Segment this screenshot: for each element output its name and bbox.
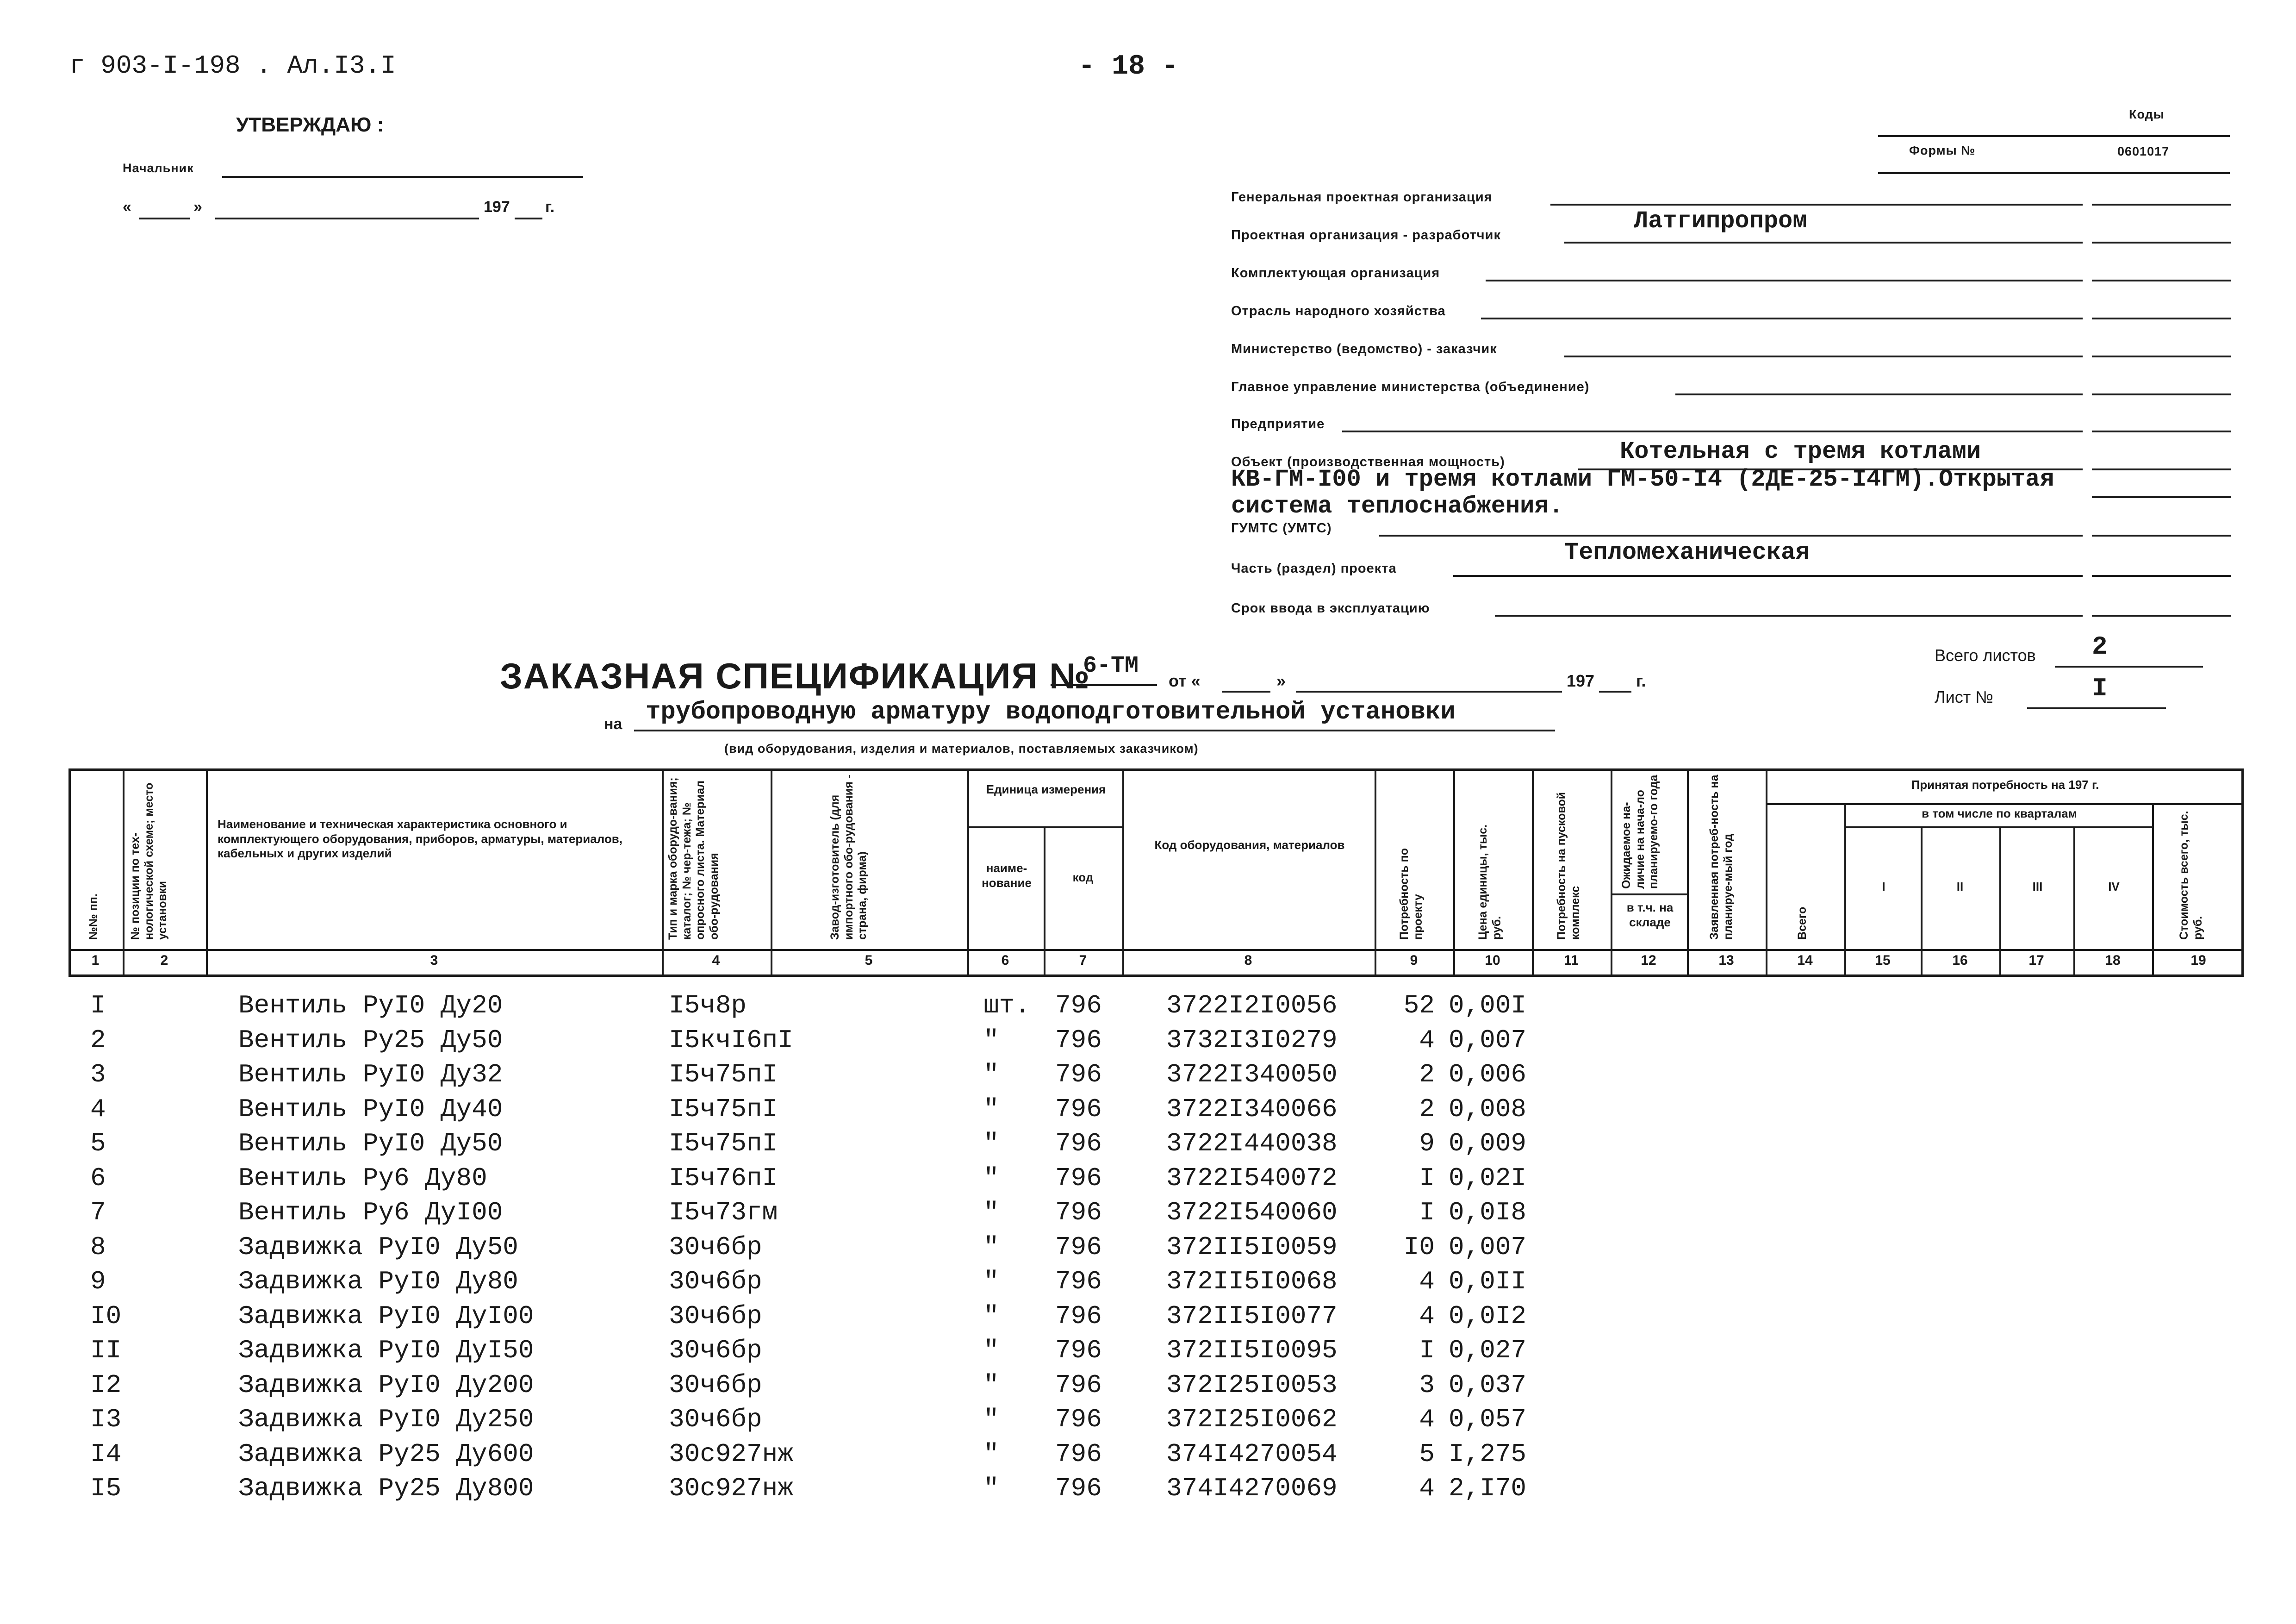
row-unit-code: 796 xyxy=(1055,991,1102,1020)
colnum-7: 7 xyxy=(1079,953,1087,968)
row-equipment-code: 372II5I0095 xyxy=(1166,1336,1338,1365)
unit-divider xyxy=(967,826,1122,828)
row-quantity: 2 xyxy=(1419,1060,1435,1089)
row-price: 0,007 xyxy=(1449,1025,1527,1055)
row-quantity: 5 xyxy=(1419,1439,1435,1469)
col-divider-17 xyxy=(2073,826,2075,977)
stock-divider xyxy=(1611,893,1687,895)
approve-title: УТВЕРЖДАЮ : xyxy=(236,113,384,136)
field-complect-line xyxy=(1486,280,2083,281)
row-unit-code: 796 xyxy=(1055,1474,1102,1503)
row-type: 30с927нж xyxy=(669,1474,793,1503)
spec-close: » xyxy=(1276,671,1286,690)
col-divider-15 xyxy=(1921,826,1923,977)
row-unit-code: 796 xyxy=(1055,1439,1102,1469)
row-equipment-code: 3722I540072 xyxy=(1166,1163,1338,1193)
colnum-17: 17 xyxy=(2028,953,2044,968)
table-row xyxy=(0,1198,2296,1232)
row-name: Задвижка РуI0 ДуI50 xyxy=(238,1336,534,1365)
hdr-col4: Тип и марка оборудо-вания; каталог; № чер-тежа; № опросного листа. Материал обо-рудования xyxy=(666,777,721,940)
row-number: I4 xyxy=(90,1439,122,1469)
hdr-unit-group: Единица измерения xyxy=(986,782,1106,796)
row-quantity: 4 xyxy=(1419,1267,1435,1296)
row-quantity: I0 xyxy=(1403,1232,1435,1262)
table-row xyxy=(0,1163,2296,1198)
row-name: Вентиль Ру6 ДуI00 xyxy=(238,1198,503,1227)
hdr-q3: III xyxy=(2032,880,2043,893)
colnum-9: 9 xyxy=(1410,953,1418,968)
row-unit-code: 796 xyxy=(1055,1094,1102,1124)
col-divider-9 xyxy=(1453,768,1455,977)
row-number: 5 xyxy=(90,1129,106,1158)
page-number: - 18 - xyxy=(1078,51,1179,82)
spec-on-label: на xyxy=(604,715,622,733)
row-equipment-code: 3722I440038 xyxy=(1166,1129,1338,1158)
row-unit-code: 796 xyxy=(1055,1267,1102,1296)
row-price: 0,057 xyxy=(1449,1405,1527,1434)
row-price: 0,007 xyxy=(1449,1232,1527,1262)
row-price: 0,006 xyxy=(1449,1060,1527,1089)
hdr-col12b: в т.ч. на складе xyxy=(1626,900,1674,929)
hdr-col12: Ожидаемое на-личие на нача-ло планируемо-го года xyxy=(1620,775,1660,889)
row-unit-code: 796 xyxy=(1055,1405,1102,1434)
spec-year-suffix: г. xyxy=(1636,671,1646,690)
chief-line xyxy=(222,176,583,178)
row-number: 8 xyxy=(90,1232,106,1262)
row-type: I5ч76пI xyxy=(669,1163,778,1193)
row-type: 30ч6бр xyxy=(669,1405,762,1434)
row-type: 30с927нж xyxy=(669,1439,793,1469)
row-type: I5ч75пI xyxy=(669,1060,778,1089)
field-branch-label: Отрасль народного хозяйства xyxy=(1231,304,1446,319)
form-code: 0601017 xyxy=(2117,144,2170,158)
row-equipment-code: 372II5I0068 xyxy=(1166,1267,1338,1296)
table-row xyxy=(0,1301,2296,1336)
hdr-col1: №№ пп. xyxy=(87,893,100,940)
field-developer-line xyxy=(1564,242,2083,244)
col-divider-10 xyxy=(1532,768,1534,977)
col-divider-11 xyxy=(1611,768,1612,977)
field-developer-code-line xyxy=(2092,242,2231,244)
row-quantity: 4 xyxy=(1419,1301,1435,1331)
field-enterprise-line xyxy=(1342,431,2083,432)
colnum-divider xyxy=(68,949,2244,951)
row-unit: " xyxy=(983,1370,999,1400)
table-row xyxy=(0,1405,2296,1439)
field-complect-label: Комплектующая организация xyxy=(1231,266,1440,281)
spec-day-line xyxy=(1222,691,1270,693)
col-divider-13 xyxy=(1766,768,1767,977)
row-equipment-code: 3722I540060 xyxy=(1166,1198,1338,1227)
row-price: 0,009 xyxy=(1449,1129,1527,1158)
field-part-label: Часть (раздел) проекта xyxy=(1231,561,1397,576)
row-quantity: 4 xyxy=(1419,1025,1435,1055)
field-gumts-line xyxy=(1379,535,2083,537)
colnum-2: 2 xyxy=(160,953,168,968)
approve-date-open: « xyxy=(123,198,131,216)
row-unit: " xyxy=(983,1474,999,1503)
row-unit-code: 796 xyxy=(1055,1370,1102,1400)
hdr-col3: Наименование и техническая характеристика основного и комплектующего оборудования, приборов, арматуры, материалов, кабельных и других изделий xyxy=(218,817,623,861)
field-branch-code-line xyxy=(2092,318,2231,319)
spec-title: ЗАКАЗНАЯ СПЕЦИФИКАЦИЯ № xyxy=(500,656,1091,696)
quarters-divider xyxy=(1844,826,2152,828)
table-row xyxy=(0,991,2296,1025)
row-unit: " xyxy=(983,1198,999,1227)
spec-subject: трубопроводную арматуру водоподготовительной установки xyxy=(646,698,1456,726)
hdr-q4: IV xyxy=(2108,880,2120,893)
row-unit-code: 796 xyxy=(1055,1198,1102,1227)
row-type: I5ч75пI xyxy=(669,1129,778,1158)
total-sheets-line xyxy=(2055,666,2203,668)
form-label: Формы № xyxy=(1909,144,1976,157)
spec-number: 6-ТМ xyxy=(1083,653,1139,679)
row-price: 2,I70 xyxy=(1449,1474,1527,1503)
colnum-12: 12 xyxy=(1641,953,1656,968)
row-name: Задвижка Ру25 Ду600 xyxy=(238,1439,534,1469)
row-name: Задвижка РуI0 ДуI00 xyxy=(238,1301,534,1331)
row-price: 0,02I xyxy=(1449,1163,1527,1193)
hdr-quarters: в том числе по кварталам xyxy=(1922,806,2077,820)
sheet-label: Лист № xyxy=(1935,687,1993,706)
row-price: 0,037 xyxy=(1449,1370,1527,1400)
spec-number-line xyxy=(1051,684,1157,686)
field-main-dept-code-line xyxy=(2092,394,2231,395)
row-quantity: I xyxy=(1419,1336,1435,1365)
field-developer-label: Проектная организация - разработчик xyxy=(1231,228,1501,243)
field-general-org-label: Генеральная проектная организация xyxy=(1231,190,1493,205)
row-price: 0,027 xyxy=(1449,1336,1527,1365)
field-ministry-label: Министерство (ведомство) - заказчик xyxy=(1231,342,1497,356)
table-row xyxy=(0,1232,2296,1267)
row-number: 7 xyxy=(90,1198,106,1227)
row-type: I5кчI6пI xyxy=(669,1025,793,1055)
colnum-8: 8 xyxy=(1244,953,1252,968)
field-deadline-code-line xyxy=(2092,615,2231,617)
colnum-3: 3 xyxy=(430,953,438,968)
row-quantity: 2 xyxy=(1419,1094,1435,1124)
row-equipment-code: 3722I2I0056 xyxy=(1166,991,1338,1020)
field-object-label: Объект (производственная мощность) xyxy=(1231,455,1505,469)
row-unit: " xyxy=(983,1025,999,1055)
field-object-line3: система теплоснабжения. xyxy=(1231,493,1563,520)
spec-year-line xyxy=(1599,691,1631,693)
field-part-value: Тепломеханическая xyxy=(1564,539,1810,566)
approve-year: 197 xyxy=(484,198,510,216)
hdr-col2: № позиции по тех-нологической схеме; место установки xyxy=(129,782,169,940)
colnum-10: 10 xyxy=(1485,953,1500,968)
total-sheets-value: 2 xyxy=(2092,632,2108,662)
row-quantity: 52 xyxy=(1403,991,1435,1020)
approve-year-line xyxy=(515,218,542,219)
row-equipment-code: 3732I3I0279 xyxy=(1166,1025,1338,1055)
row-unit: " xyxy=(983,1336,999,1365)
row-unit-code: 796 xyxy=(1055,1163,1102,1193)
row-unit-code: 796 xyxy=(1055,1060,1102,1089)
field-part-code-line xyxy=(2092,575,2231,577)
row-unit: " xyxy=(983,1439,999,1469)
field-object-code-line-b xyxy=(2092,496,2231,498)
row-unit-code: 796 xyxy=(1055,1232,1102,1262)
row-unit: " xyxy=(983,1405,999,1434)
row-quantity: I xyxy=(1419,1198,1435,1227)
field-general-org-code-line xyxy=(2092,204,2231,206)
row-unit-code: 796 xyxy=(1055,1129,1102,1158)
row-unit: шт. xyxy=(983,991,1030,1020)
row-number: 3 xyxy=(90,1060,106,1089)
col-divider-12 xyxy=(1687,768,1689,977)
colnum-15: 15 xyxy=(1875,953,1891,968)
approve-year-suffix: г. xyxy=(545,198,555,216)
row-type: 30ч6бр xyxy=(669,1267,762,1296)
hdr-col19: Стоимость всего, тыс. руб. xyxy=(2178,811,2204,940)
row-type: I5ч75пI xyxy=(669,1094,778,1124)
row-equipment-code: 372II5I0077 xyxy=(1166,1301,1338,1331)
row-name: Задвижка РуI0 Ду50 xyxy=(238,1232,518,1262)
row-unit: " xyxy=(983,1094,999,1124)
row-name: Вентиль Ру25 Ду50 xyxy=(238,1025,503,1055)
hdr-col7: код xyxy=(1072,870,1094,884)
row-unit: " xyxy=(983,1301,999,1331)
approve-month-line xyxy=(215,218,479,219)
field-deadline-line xyxy=(1495,615,2083,617)
colnum-5: 5 xyxy=(865,953,873,968)
col-divider-6 xyxy=(1044,826,1045,977)
row-name: Вентиль РуI0 Ду50 xyxy=(238,1129,503,1158)
row-name: Вентиль РуI0 Ду32 xyxy=(238,1060,503,1089)
field-complect-code-line xyxy=(2092,280,2231,281)
field-ministry-line xyxy=(1564,356,2083,357)
row-number: I5 xyxy=(90,1474,122,1503)
row-name: Задвижка Ру25 Ду800 xyxy=(238,1474,534,1503)
colnum-1: 1 xyxy=(91,953,100,968)
hdr-col13: Заявленная потреб-ность на планируе-мый год xyxy=(1708,775,1735,940)
hdr-col14: Всего xyxy=(1796,906,1809,940)
row-type: 30ч6бр xyxy=(669,1336,762,1365)
table-row xyxy=(0,1094,2296,1129)
row-type: 30ч6бр xyxy=(669,1301,762,1331)
row-name: Задвижка РуI0 Ду80 xyxy=(238,1267,518,1296)
spec-subject-line xyxy=(634,730,1555,731)
row-equipment-code: 3722I340050 xyxy=(1166,1060,1338,1089)
row-type: I5ч8р xyxy=(669,991,747,1020)
codes-line xyxy=(1878,135,2230,137)
row-equipment-code: 374I4270069 xyxy=(1166,1474,1338,1503)
colnum-19: 19 xyxy=(2190,953,2206,968)
colnum-16: 16 xyxy=(1952,953,1968,968)
hdr-q2: II xyxy=(1956,880,1964,893)
field-enterprise-code-line xyxy=(2092,431,2231,432)
table-row xyxy=(0,1129,2296,1163)
row-number: I xyxy=(90,991,106,1020)
hdr-col8: Код оборудования, материалов xyxy=(1154,838,1345,852)
field-object-line1: Котельная с тремя котлами xyxy=(1620,438,1981,465)
row-unit: " xyxy=(983,1232,999,1262)
row-unit: " xyxy=(983,1163,999,1193)
row-unit: " xyxy=(983,1129,999,1158)
spec-year: 197 xyxy=(1567,671,1595,690)
row-price: 0,0I2 xyxy=(1449,1301,1527,1331)
row-price: 0,0II xyxy=(1449,1267,1527,1296)
colnum-13: 13 xyxy=(1718,953,1734,968)
row-number: 6 xyxy=(90,1163,106,1193)
col-divider-1 xyxy=(123,768,124,977)
hdr-col9: Потребность по проекту xyxy=(1398,848,1425,940)
row-price: 0,00I xyxy=(1449,991,1527,1020)
colnum-4: 4 xyxy=(712,953,720,968)
row-price: 0,0I8 xyxy=(1449,1198,1527,1227)
spec-from: от « xyxy=(1169,671,1201,690)
row-unit-code: 796 xyxy=(1055,1301,1102,1331)
row-type: 30ч6бр xyxy=(669,1370,762,1400)
form-line xyxy=(1878,172,2230,174)
row-quantity: I xyxy=(1419,1163,1435,1193)
row-equipment-code: 372I25I0062 xyxy=(1166,1405,1338,1434)
row-quantity: 3 xyxy=(1419,1370,1435,1400)
row-quantity: 4 xyxy=(1419,1405,1435,1434)
colnum-14: 14 xyxy=(1797,953,1813,968)
row-number: 4 xyxy=(90,1094,106,1124)
row-number: II xyxy=(90,1336,122,1365)
col-divider-5 xyxy=(967,768,969,977)
col-divider-3 xyxy=(662,768,664,977)
row-number: I2 xyxy=(90,1370,122,1400)
row-number: 2 xyxy=(90,1025,106,1055)
table-row xyxy=(0,1336,2296,1370)
document-code: г 903-I-198 . Ал.I3.I xyxy=(69,51,396,81)
row-price: 0,008 xyxy=(1449,1094,1527,1124)
field-main-dept-label: Главное управление министерства (объединение) xyxy=(1231,380,1590,394)
row-unit: " xyxy=(983,1267,999,1296)
col-divider-2 xyxy=(206,768,208,977)
row-number: I0 xyxy=(90,1301,122,1331)
chief-label: Начальник xyxy=(123,161,194,175)
table-row xyxy=(0,1439,2296,1474)
table-row xyxy=(0,1370,2296,1405)
col-divider-4 xyxy=(771,768,772,977)
row-equipment-code: 374I4270054 xyxy=(1166,1439,1338,1469)
field-gumts-label: ГУМТС (УМТС) xyxy=(1231,521,1332,536)
row-type: 30ч6бр xyxy=(669,1232,762,1262)
row-name: Задвижка РуI0 Ду250 xyxy=(238,1405,534,1434)
field-general-org-line xyxy=(1550,204,2083,206)
field-main-dept-line xyxy=(1675,394,2083,395)
col-divider-8 xyxy=(1375,768,1376,977)
row-number: I3 xyxy=(90,1405,122,1434)
col-divider-7 xyxy=(1122,768,1124,977)
row-unit: " xyxy=(983,1060,999,1089)
hdr-col10: Цена единицы, тыс. руб. xyxy=(1476,824,1503,940)
row-unit-code: 796 xyxy=(1055,1025,1102,1055)
sheet-value: I xyxy=(2092,674,2108,703)
row-equipment-code: 372I25I0053 xyxy=(1166,1370,1338,1400)
hdr-q1: I xyxy=(1882,880,1885,893)
row-quantity: 4 xyxy=(1419,1474,1435,1503)
field-object-code-line-a xyxy=(2092,468,2231,470)
hdr-accepted: Принятая потребность на 197 г. xyxy=(1911,778,2099,792)
table-row xyxy=(0,1025,2296,1060)
row-price: I,275 xyxy=(1449,1439,1527,1469)
field-developer-value: Латгипропром xyxy=(1634,207,1807,235)
field-deadline-label: Срок ввода в эксплуатацию xyxy=(1231,601,1430,616)
row-name: Задвижка РуI0 Ду200 xyxy=(238,1370,534,1400)
row-unit-code: 796 xyxy=(1055,1336,1102,1365)
colnum-18: 18 xyxy=(2105,953,2121,968)
col-divider-16 xyxy=(1999,826,2001,977)
row-name: Вентиль РуI0 Ду20 xyxy=(238,991,503,1020)
field-ministry-code-line xyxy=(2092,356,2231,357)
table-row xyxy=(0,1267,2296,1301)
row-quantity: 9 xyxy=(1419,1129,1435,1158)
row-type: I5ч73гм xyxy=(669,1198,778,1227)
field-gumts-code-line xyxy=(2092,535,2231,537)
approve-day-line xyxy=(139,218,190,219)
codes-label: Коды xyxy=(2129,107,2165,121)
hdr-col5: Завод-изготовитель (для импортного обо-рудования - страна, фирма) xyxy=(828,774,869,940)
spec-caption: (вид оборудования, изделия и материалов, поставляемых заказчиком) xyxy=(724,742,1199,756)
accepted-divider xyxy=(1766,803,2244,805)
field-part-line xyxy=(1453,575,2083,577)
hdr-col6: наиме-нование xyxy=(982,861,1032,890)
row-name: Вентиль Ру6 Ду80 xyxy=(238,1163,487,1193)
row-number: 9 xyxy=(90,1267,106,1296)
row-equipment-code: 372II5I0059 xyxy=(1166,1232,1338,1262)
colnum-11: 11 xyxy=(1564,953,1579,968)
field-enterprise-label: Предприятие xyxy=(1231,417,1325,431)
table-row xyxy=(0,1474,2296,1508)
field-branch-line xyxy=(1481,318,2083,319)
colnum-6: 6 xyxy=(1001,953,1009,968)
spec-month-line xyxy=(1296,691,1562,693)
hdr-col11: Потребность на пусковой комплекс xyxy=(1555,792,1582,940)
row-name: Вентиль РуI0 Ду40 xyxy=(238,1094,503,1124)
row-equipment-code: 3722I340066 xyxy=(1166,1094,1338,1124)
sheet-line xyxy=(2027,707,2166,709)
field-object-line2: КВ-ГМ-I00 и тремя котлами ГМ-50-I4 (2ДЕ-25-I4ГМ).Открытая xyxy=(1231,466,2054,493)
spec-table-header xyxy=(68,768,2244,977)
approve-date-close: » xyxy=(193,198,202,216)
total-sheets-label: Всего листов xyxy=(1935,646,2036,665)
table-row xyxy=(0,1060,2296,1094)
